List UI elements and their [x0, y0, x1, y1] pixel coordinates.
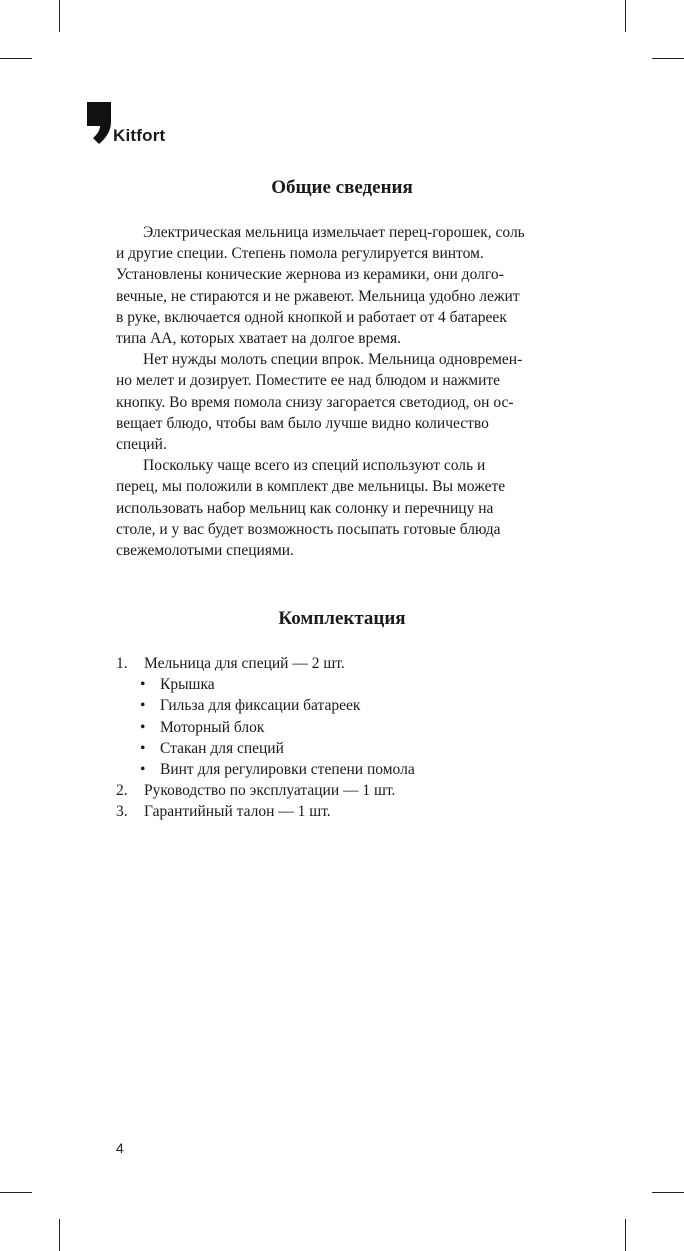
sub-list-item	[116, 738, 596, 759]
sub-list-text: Стакан для специй	[160, 739, 284, 757]
list-item	[116, 780, 596, 801]
section-title-contents: Комплектация	[278, 608, 406, 629]
kitfort-logo-mark-icon	[87, 102, 111, 144]
bullet-icon: •	[140, 739, 146, 757]
crop-mark	[652, 1192, 684, 1193]
text-line: использовать набор мельниц как солонку и перечницу на	[116, 499, 494, 517]
paragraph	[116, 349, 586, 455]
bullet-icon: •	[140, 676, 146, 694]
crop-mark	[625, 0, 626, 32]
sub-list-item	[116, 674, 596, 695]
crop-mark	[0, 1192, 32, 1193]
text-line: Электрическая мельница измельчает перец-горошек, соль	[143, 224, 525, 241]
text-line: кнопку. Во время помола снизу загорается светодиод, он ос-	[116, 393, 514, 411]
list-item	[116, 801, 596, 822]
text-line: вечные, не стираются и не ржавеют. Мельница удобно лежит	[116, 287, 520, 305]
general-body	[116, 222, 586, 561]
paragraph	[116, 455, 586, 561]
paragraph	[116, 222, 586, 349]
list-number: 3.	[116, 803, 128, 821]
sub-list-text: Винт для регулировки степени помола	[160, 760, 415, 778]
text-line: Установлены конические жернова из керамики, они долго-	[116, 266, 504, 284]
text-line: в руке, включается одной кнопкой и работает от 4 батареек	[116, 308, 507, 326]
sub-list-text: Гильза для фиксации батареек	[160, 697, 361, 715]
list-text: Руководство по эксплуатации — 1 шт.	[144, 782, 396, 800]
text-line: вещает блюдо, чтобы вам было лучше видно количество	[116, 414, 489, 432]
text-line: столе, и у вас будет возможность посыпать готовые блюда	[116, 520, 501, 538]
list-number: 1.	[116, 655, 128, 672]
brand-name: Kitfort	[113, 126, 166, 145]
list-item	[116, 653, 596, 674]
bullet-icon: •	[140, 697, 146, 715]
bullet-icon: •	[140, 718, 146, 736]
sub-list-text: Моторный блок	[160, 718, 265, 736]
contents-list	[116, 653, 596, 823]
text-line: Нет нужды молоть специи впрок. Мельница одновремен-	[143, 351, 523, 369]
page-number: 4	[116, 1140, 124, 1156]
sub-list-item	[116, 717, 596, 738]
crop-mark	[625, 1219, 626, 1251]
text-line: перец, мы положили в комплект две мельницы. Вы можете	[116, 478, 506, 496]
sub-list-text: Крышка	[160, 676, 215, 694]
bullet-icon: •	[140, 760, 146, 778]
text-line: специй.	[116, 436, 167, 454]
text-line: свежемолотыми специями.	[116, 542, 294, 560]
list-text: Гарантийный талон — 1 шт.	[144, 803, 331, 821]
sub-list-item	[116, 695, 596, 716]
kitfort-logo	[87, 102, 197, 146]
sub-list-item	[116, 759, 596, 780]
crop-mark	[59, 0, 60, 32]
text-line: Поскольку чаще всего из специй используют соль и	[143, 457, 486, 475]
list-number: 2.	[116, 782, 128, 800]
section-title-general: Общие сведения	[271, 177, 413, 198]
text-line: типа АА, которых хватает на долгое время.	[116, 330, 402, 348]
text-line: и другие специи. Степень помола регулируется винтом.	[116, 245, 484, 263]
crop-mark	[0, 58, 32, 59]
list-text: Мельница для специй — 2 шт.	[144, 655, 345, 672]
text-line: но мелет и дозирует. Поместите ее над блюдом и нажмите	[116, 372, 501, 390]
crop-mark	[59, 1219, 60, 1251]
crop-mark	[652, 58, 684, 59]
